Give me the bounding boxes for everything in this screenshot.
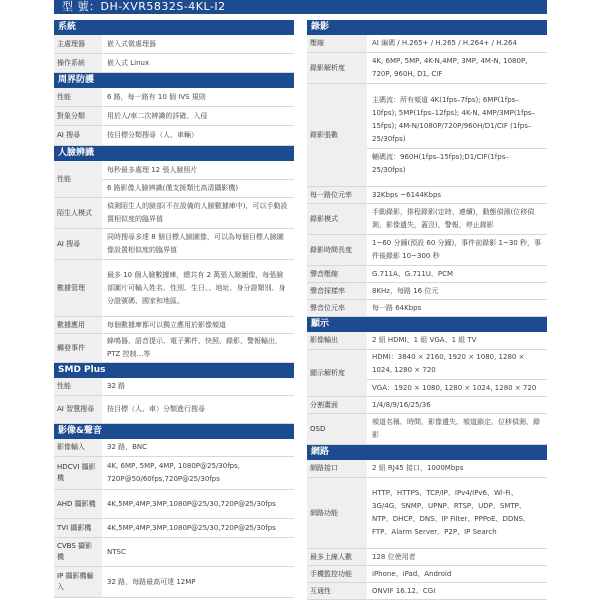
spec-label: 對象分類	[54, 107, 102, 125]
spec-row	[54, 229, 294, 260]
section-header: 網路	[307, 445, 547, 460]
spec-row	[54, 396, 294, 424]
spec-value: 128 位使用者	[372, 552, 416, 561]
spec-row	[54, 54, 294, 73]
spec-row	[54, 161, 294, 198]
spec-value: 偵測陌生人的臉部(不在設備的人臉數據庫中)，可以手動設置相似度的臨界值	[107, 202, 288, 223]
spec-value: 手動錄影，排程錄影(定時、連續)，動態偵測(位移偵測，影像遺失，蓋沒)，警報，停止錄影	[372, 208, 535, 229]
spec-value: 32 路	[107, 382, 126, 390]
spec-label: 錄影模式	[307, 204, 367, 234]
spec-row	[54, 378, 294, 396]
section-header: 錄影	[307, 20, 547, 35]
spec-row	[307, 566, 547, 583]
spec-value-part: 主碼流：所有頻道 4K(1fps–7fps); 6MP(1fps–10fps); 5MP(1fps–12fps); 4K-N, 4MP/3MP(1fps–15fps); 4M-N/1080P/720P/960H/D1/CIF (1fps–25/30fps)	[372, 95, 536, 143]
spec-label: AI 搜尋	[54, 229, 102, 259]
spec-value: 同時搜尋多達 8 個目標人臉圖像，可以為每個目標人臉圖像設置相似度的臨界值	[107, 233, 284, 254]
section-header: 顯示	[307, 317, 547, 332]
spec-value	[367, 84, 547, 186]
spec-value-part: HDMI：3840 × 2160, 1920 × 1080, 1280 × 1024, 1280 × 720	[372, 353, 525, 374]
right-spec-column	[307, 20, 547, 600]
spec-value: HTTP、HTTPS、TCP/IP、IPv4/IPv6、Wi-Fi、3G/4G、SNMP、UPNP、RTSP、UDP、SMTP、NTP、DHCP、DNS、IP Filter、PPPoE、DDNS、FTP、Alarm Server、P2P、IP Search	[372, 489, 530, 536]
spec-label: 操作系統	[54, 54, 102, 72]
spec-row	[54, 457, 294, 490]
spec-row	[307, 283, 547, 300]
spec-value: iPhone、iPad、Android	[372, 569, 452, 578]
spec-value: 1/4/8/9/16/25/36	[372, 400, 431, 409]
spec-row	[54, 260, 294, 317]
spec-row	[307, 414, 547, 445]
spec-row	[54, 490, 294, 519]
section-header: 周界防護	[54, 73, 294, 88]
spec-value: 1~60 分鐘(預設 60 分鐘)，事件前錄影 1~30 秒，事件後錄影 10~300 秒	[372, 239, 541, 260]
spec-label: AI 搜尋	[54, 126, 102, 145]
spec-value: 6 路，每一路有 10 個 IVS 規則	[107, 92, 206, 101]
spec-row	[307, 266, 547, 283]
spec-label: 網路功能	[307, 478, 367, 548]
spec-row	[307, 478, 547, 549]
spec-value: 按目標分類搜尋（人、車輛）	[107, 131, 198, 139]
spec-value: 32 路，BNC	[107, 443, 148, 451]
spec-label: 顯示解析度	[307, 350, 367, 396]
spec-label: 壓縮	[307, 35, 367, 52]
spec-value: 用於人/車二次辨識的詳確、入侵	[107, 111, 208, 120]
spec-row	[307, 549, 547, 566]
spec-label: AI 智慧搜尋	[54, 396, 102, 423]
spec-row	[54, 567, 294, 598]
spec-row	[54, 107, 294, 126]
spec-label: 網路接口	[307, 460, 367, 477]
spec-row	[54, 198, 294, 229]
spec-row	[307, 460, 547, 478]
spec-row	[307, 332, 547, 350]
spec-label: 錄影解析度	[307, 53, 367, 83]
spec-row	[307, 84, 547, 187]
spec-value: 嵌入式微處理器	[107, 39, 156, 48]
spec-label: 聲音採樣率	[307, 283, 367, 299]
spec-value: 每個數據庫都可以獨立應用於影像頻道	[107, 320, 226, 329]
spec-value: 2 組 RJ45 接口，1000Mbps	[372, 464, 464, 472]
spec-row	[307, 300, 547, 317]
spec-value-part: 輔碼流：960H(1fps–15fps);D1/CIF(1fps–25/30fps)	[367, 148, 547, 179]
model-title-bar: 型 號：DH-XVR5832S-4KL-I2	[54, 0, 547, 14]
spec-row	[54, 317, 294, 334]
spec-row	[307, 235, 547, 266]
spec-label: 最多上線人數	[307, 549, 367, 565]
spec-value-part: VGA：1920 × 1080, 1280 × 1024, 1280 × 720	[367, 379, 547, 397]
spec-label: 錄影張數	[307, 84, 367, 186]
spec-label: 聲音壓縮	[307, 266, 367, 282]
spec-row	[307, 187, 547, 204]
section-header: SMD Plus	[54, 363, 294, 378]
spec-row	[307, 204, 547, 235]
spec-value: 嵌入式 Linux	[107, 58, 150, 67]
spec-label: OSD	[307, 414, 367, 444]
spec-value: G.711A、G.711U、PCM	[372, 269, 454, 278]
spec-row	[54, 126, 294, 146]
spec-row	[307, 53, 547, 84]
spec-value: 最多 10 個人臉數據庫，總共有 2 萬張人臉圖像，每張臉部圖片可輸入姓名、性別、生日、、地址、身分證類別、身分證號碼、國家和地區。	[107, 270, 286, 305]
spec-label: CVBS 攝影機	[54, 538, 102, 566]
spec-value: 32 路，每路最高可達 12MP	[107, 577, 196, 586]
spec-row	[54, 439, 294, 457]
spec-label: 陌生人模式	[54, 198, 102, 228]
spec-label: 觸發事件	[54, 334, 102, 362]
spec-label: AHD 攝影機	[54, 490, 102, 518]
spec-value-part: 6 路影像人臉辨識(僅支援類比高清攝影機)	[102, 179, 294, 197]
spec-label: 錄影時間長度	[307, 235, 367, 265]
spec-label: IP 攝影機輸入	[54, 567, 102, 597]
spec-value	[367, 350, 547, 396]
spec-label: 手機監控功能	[307, 566, 367, 582]
spec-label: 數據管理	[54, 260, 102, 316]
spec-value: 32Kbps ~6144Kbps	[372, 190, 442, 199]
spec-value: 頻道名稱、時間、影像遺失、頻道鎖定、位移偵測、錄影	[372, 418, 540, 439]
spec-value: 4K, 6MP, 5MP, 4K-N,4MP, 3MP, 4M-N, 1080P, 720P, 960H, D1, CIF	[372, 57, 528, 78]
spec-value: 8KHz，每路 16 位元	[372, 286, 439, 295]
spec-label: 影像輸入	[54, 439, 102, 456]
spec-label: 互通性	[307, 583, 367, 599]
spec-row	[54, 88, 294, 107]
spec-value: 4K,5MP,4MP,3MP,1080P@25/30,720P@25/30fps	[107, 499, 276, 508]
spec-row	[54, 519, 294, 538]
spec-label: 每一路位元率	[307, 187, 367, 203]
spec-label: TVI 攝影機	[54, 519, 102, 537]
spec-row	[307, 35, 547, 53]
section-header: 影像&聲音	[54, 424, 294, 439]
spec-label: 分割畫面	[307, 397, 367, 413]
spec-value: 4K, 6MP, 5MP, 4MP, 1080P@25/30fps, 720P@50/60fps,720P@25/30fps	[107, 462, 240, 483]
spec-label: 聲音位元率	[307, 300, 367, 316]
spec-value: AI 編碼 / H.265+ / H.265 / H.264+ / H.264	[372, 39, 517, 47]
spec-row	[54, 35, 294, 54]
spec-value: 蜂鳴器、語音提示、電子郵件、快照、錄影、警報輸出，PTZ 控制...等	[107, 337, 282, 358]
spec-label: 影像輸出	[307, 332, 367, 349]
spec-label: 性能	[54, 88, 102, 106]
spec-value-part: 每秒最多處理 12 張人臉照片	[107, 165, 198, 174]
spec-value	[102, 161, 294, 197]
spec-row	[307, 350, 547, 397]
spec-label: HDCVI 攝影機	[54, 457, 102, 489]
spec-value: ONVIF 16.12、CGI	[372, 586, 436, 595]
spec-value: 每一路 64Kbps	[372, 303, 422, 312]
spec-value: 2 組 HDMI、1 組 VGA、1 組 TV	[372, 336, 477, 344]
section-header: 系統	[54, 20, 294, 35]
spec-value: NTSC	[107, 547, 126, 556]
spec-value: 4K,5MP,4MP,3MP,1080P@25/30,720P@25/30fps	[107, 523, 276, 532]
spec-label: 性能	[54, 161, 102, 197]
spec-label: 主處理器	[54, 35, 102, 53]
spec-row	[54, 538, 294, 567]
spec-label: 數據應用	[54, 317, 102, 333]
spec-label: 性能	[54, 378, 102, 395]
left-spec-column	[54, 20, 294, 598]
spec-row	[307, 583, 547, 600]
spec-value: 按目標（人、車）分類進行搜尋	[107, 405, 205, 413]
spec-row	[54, 334, 294, 363]
section-header: 人臉辨識	[54, 146, 294, 161]
spec-row	[307, 397, 547, 414]
